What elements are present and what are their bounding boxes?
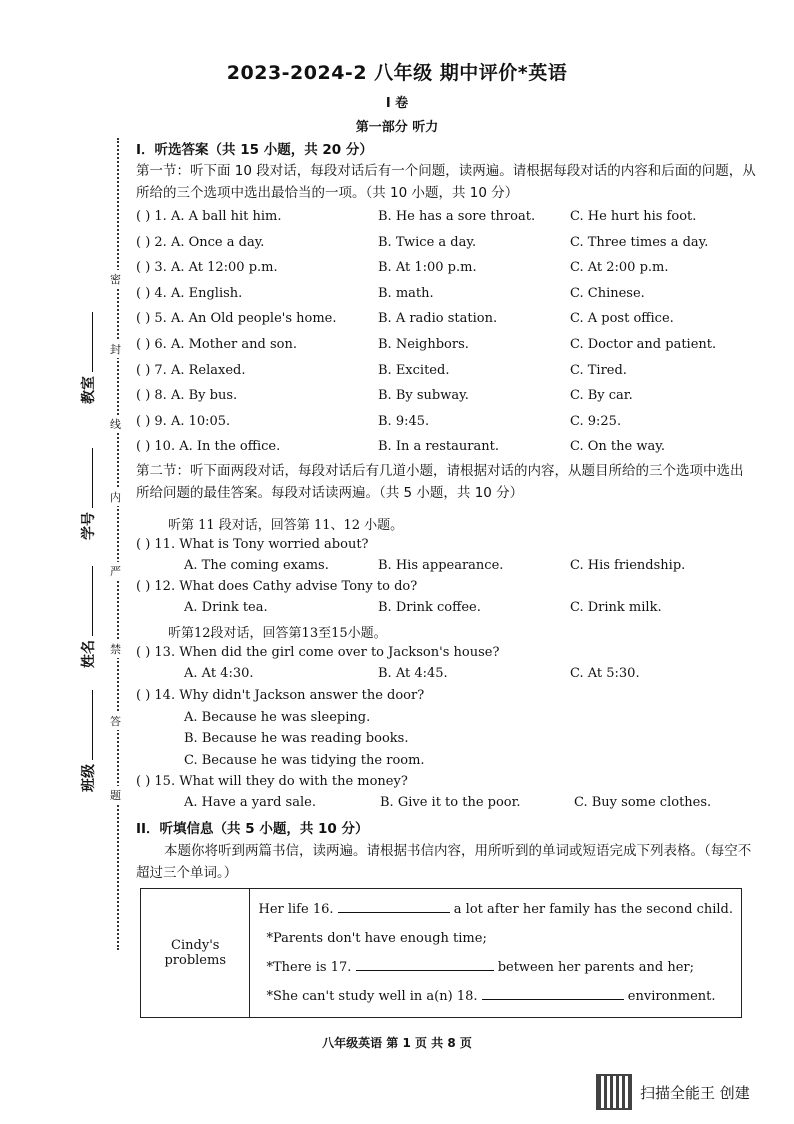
question-option-a: ( ) 7. A. Relaxed. — [136, 363, 246, 378]
question-option-a: ( ) 9. A. 10:05. — [136, 414, 231, 429]
info-table-content — [250, 889, 742, 1018]
table-row: *Parents don't have enough time; — [266, 931, 487, 946]
question-option-b: B. At 1:00 p.m. — [378, 260, 477, 275]
answer-blank-16[interactable] — [338, 912, 450, 913]
q15-option-c: C. Buy some clothes. — [574, 795, 712, 810]
scanner-watermark: 扫描全能王 创建 — [640, 1084, 750, 1102]
page-title: 2023-2024-2 八年级 期中评价*英语 — [226, 62, 568, 84]
question-option-a: ( ) 1. A. A ball hit him. — [136, 209, 282, 224]
question-option-a: ( ) 5. A. An Old people's home. — [136, 311, 337, 326]
question-option-b: B. Neighbors. — [378, 337, 469, 352]
question-option-c: C. On the way. — [570, 439, 665, 454]
part1-instructions: 第一节：听下面 10 段对话，每段对话后有一个问题，读两遍。请根据每段对话的内容和后面的问题，从所给的三个选项中选出最恰当的一项。（共 10 小题，共 10 分） — [136, 163, 756, 201]
question-option-a: ( ) 4. A. English. — [136, 286, 243, 301]
section1-heading: I．听选答案（共 15 小题，共 20 分） — [136, 142, 373, 158]
question-option-c: C. Chinese. — [570, 286, 645, 301]
question-option-a: ( ) 2. A. Once a day. — [136, 235, 265, 250]
question-option-c: C. Tired. — [570, 363, 627, 378]
question-option-c: C. Three times a day. — [570, 235, 709, 250]
q12-option-b: B. Drink coffee. — [378, 600, 481, 615]
part-label: 第一部分 听力 — [355, 120, 439, 135]
question-13: ( ) 13. When did the girl come over to Jackson's house? — [136, 645, 500, 660]
question-option-b: B. Twice a day. — [378, 235, 477, 250]
table-row: Her life 16. a lot after her family has the second child. — [258, 902, 733, 917]
question-14: ( ) 14. Why didn't Jackson answer the door? — [136, 688, 425, 703]
seal-char: 线 — [110, 415, 121, 433]
q12-option-a: A. Drink tea. — [184, 600, 268, 615]
field-name[interactable]: 姓名 — [78, 566, 98, 668]
table-row: *There is 17. between her parents and her; — [266, 960, 694, 975]
seal-char: 封 — [110, 340, 121, 358]
q12-option-c: C. Drink milk. — [570, 600, 662, 615]
dialog12-note: 听第12段对话，回答第13至15小题。 — [168, 626, 387, 641]
seal-char: 严 — [110, 562, 121, 580]
q14-option-b: B. Because he was reading books. — [184, 731, 409, 746]
question-option-a: ( ) 8. A. By bus. — [136, 388, 238, 403]
question-option-b: B. A radio station. — [378, 311, 498, 326]
q14-option-a: A. Because he was sleeping. — [184, 710, 371, 725]
answer-blank-18[interactable] — [482, 999, 624, 1000]
qr-code-icon — [596, 1074, 632, 1110]
seal-char: 禁 — [110, 640, 121, 658]
question-11: ( ) 11. What is Tony worried about? — [136, 537, 369, 552]
info-table-label: Cindy's problems — [141, 889, 250, 1018]
seal-char: 内 — [110, 488, 121, 506]
seal-char: 密 — [110, 270, 121, 288]
field-student-id[interactable]: 学号 — [78, 448, 98, 540]
q13-option-a: A. At 4:30. — [184, 666, 254, 681]
question-option-c: C. He hurt his foot. — [570, 209, 697, 224]
question-option-a: ( ) 10. A. In the office. — [136, 439, 281, 454]
answer-blank-17[interactable] — [356, 970, 494, 971]
question-option-b: B. He has a sore throat. — [378, 209, 536, 224]
seal-char: 题 — [110, 786, 121, 804]
question-option-b: B. math. — [378, 286, 434, 301]
info-table — [140, 888, 742, 1018]
seal-char: 答 — [110, 712, 121, 730]
part2-instructions: 第二节：听下面两段对话，每段对话后有几道小题，请根据对话的内容，从题目所给的三个选项中选出所给问题的最佳答案。每段对话读两遍。（共 5 小题，共 10 分） — [136, 463, 744, 501]
q13-option-b: B. At 4:45. — [378, 666, 448, 681]
q11-option-a: A. The coming exams. — [184, 558, 329, 573]
question-option-c: C. Doctor and patient. — [570, 337, 717, 352]
question-12: ( ) 12. What does Cathy advise Tony to do? — [136, 579, 418, 594]
question-option-c: C. 9:25. — [570, 414, 622, 429]
q11-option-c: C. His friendship. — [570, 558, 686, 573]
binding-dotted-line — [117, 138, 119, 950]
q15-option-a: A. Have a yard sale. — [184, 795, 316, 810]
section2-instructions: 本题你将听到两篇书信，读两遍。请根据书信内容，用所听到的单词或短语完成下列表格。（每空不超过三个单词。） — [136, 843, 752, 881]
table-row: *She can't study well in a(n) 18. environment. — [266, 989, 716, 1004]
dialog11-note: 听第 11 段对话，回答第 11、12 小题。 — [168, 518, 404, 533]
q15-option-b: B. Give it to the poor. — [380, 795, 521, 810]
question-option-c: C. A post office. — [570, 311, 674, 326]
question-15: ( ) 15. What will they do with the money? — [136, 774, 408, 789]
question-option-b: B. Excited. — [378, 363, 450, 378]
question-option-b: B. In a restaurant. — [378, 439, 499, 454]
q13-option-c: C. At 5:30. — [570, 666, 640, 681]
question-option-c: C. By car. — [570, 388, 633, 403]
volume-label: I 卷 — [385, 96, 409, 111]
field-classroom[interactable]: 教室 — [78, 312, 98, 404]
q11-option-b: B. His appearance. — [378, 558, 504, 573]
question-option-b: B. By subway. — [378, 388, 469, 403]
q14-option-c: C. Because he was tidying the room. — [184, 753, 425, 768]
question-option-c: C. At 2:00 p.m. — [570, 260, 669, 275]
page-footer: 八年级英语 第 1 页 共 8 页 — [322, 1036, 472, 1050]
question-option-a: ( ) 3. A. At 12:00 p.m. — [136, 260, 278, 275]
question-option-b: B. 9:45. — [378, 414, 430, 429]
question-option-a: ( ) 6. A. Mother and son. — [136, 337, 297, 352]
section2-heading: II．听填信息（共 5 小题，共 10 分） — [136, 821, 369, 837]
field-class[interactable]: 班级 — [78, 690, 98, 792]
